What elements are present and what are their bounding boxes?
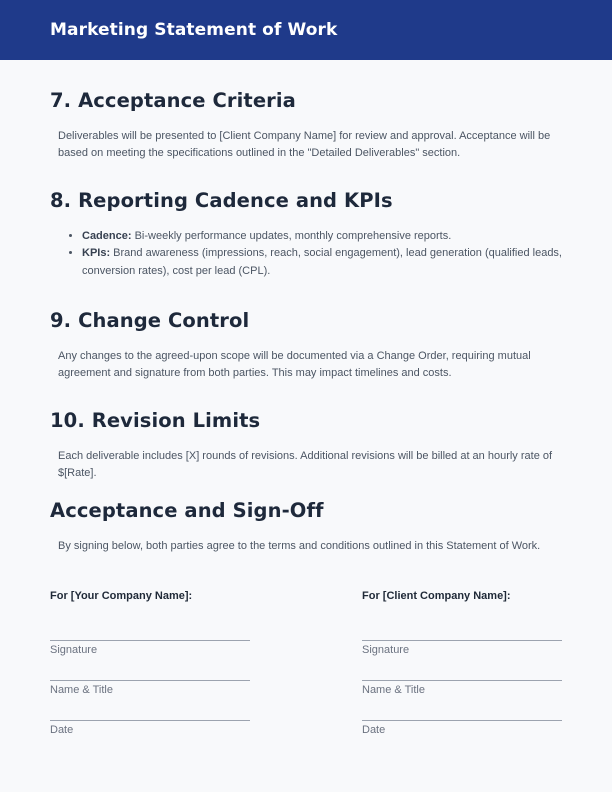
bullet-label: Cadence: <box>82 230 132 242</box>
date-line[interactable] <box>362 720 562 721</box>
section-heading-change-control: 9. Change Control <box>50 309 250 332</box>
bullet-text: Bi-weekly performance updates, monthly comprehensive reports. <box>131 230 452 242</box>
kpi-list <box>58 228 578 280</box>
document-title: Marketing Statement of Work <box>50 20 338 40</box>
section-heading-acceptance-criteria: 7. Acceptance Criteria <box>50 89 296 112</box>
name-title-field-label: Name & Title <box>50 684 113 696</box>
signature-field-label: Signature <box>362 644 410 656</box>
name-title-field-label: Name & Title <box>362 684 425 696</box>
date-line[interactable] <box>50 720 250 721</box>
date-field-label: Date <box>362 724 386 736</box>
document-header <box>0 0 612 60</box>
list-item-kpis <box>82 245 578 280</box>
name-title-line[interactable] <box>362 680 562 681</box>
section-heading-signoff: Acceptance and Sign-Off <box>50 499 324 522</box>
section-heading-revision-limits: 10. Revision Limits <box>50 409 261 432</box>
name-title-line[interactable] <box>50 680 250 681</box>
bullet-text: Brand awareness (impressions, reach, social engagement), lead generation (qualified leads, conversion rates), cost per lead (CPL). <box>82 247 562 277</box>
section-body-change-control: Any changes to the agreed-upon scope will be documented via a Change Order, requiring mutual agreement and signature from both parties. This may impact timelines and costs. <box>58 350 531 380</box>
signature-field-label: Signature <box>50 644 98 656</box>
signature-line[interactable] <box>362 640 562 641</box>
section-body-revision-limits: Each deliverable includes [X] rounds of revisions. Additional revisions will be billed at an hourly rate of $[Rate]. <box>58 450 553 480</box>
section-body-signoff: By signing below, both parties agree to the terms and conditions outlined in this Statement of Work. <box>58 540 541 552</box>
list-item-cadence <box>82 228 578 245</box>
section-body-acceptance-criteria: Deliverables will be presented to [Client Company Name] for review and approval. Acceptance will be based on meeting the specifications outlined in the "Detailed Deliverables" section. <box>58 130 551 160</box>
signature-party-label: For [Your Company Name]: <box>50 590 193 602</box>
bullet-label: KPIs: <box>82 247 111 260</box>
signature-line[interactable] <box>50 640 250 641</box>
date-field-label: Date <box>50 724 74 736</box>
section-heading-reporting-cadence: 8. Reporting Cadence and KPIs <box>50 189 393 212</box>
signature-party-label: For [Client Company Name]: <box>362 590 511 602</box>
